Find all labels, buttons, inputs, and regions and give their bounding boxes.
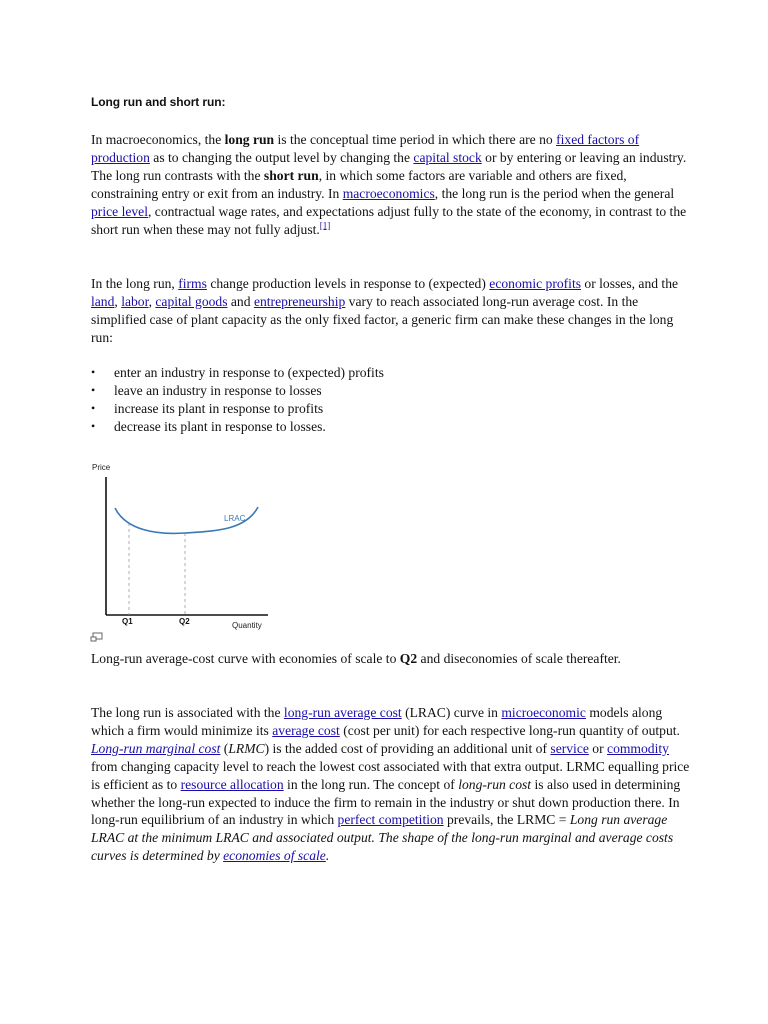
link-firms[interactable]: firms [178,276,207,291]
paragraph-lrac [91,704,691,865]
text: , the long run is the period when the general [434,185,675,201]
bold-term: short run [263,167,319,183]
bullet-list [91,364,384,436]
italic-term: long-run cost [458,776,532,792]
paragraph-long-run-definition [91,131,691,238]
lrac-chart-svg [86,455,276,645]
link-perfect-competition[interactable]: perfect competition [337,812,444,828]
x-axis-label: Quantity [232,621,262,630]
link-average-cost[interactable]: average cost [272,722,340,738]
lrac-curve-label: LRAC [224,514,246,523]
italic-text: . [325,848,330,864]
link-microeconomic[interactable]: microeconomic [501,705,586,720]
list-item: • decrease its plant in response to losses. [91,418,384,436]
x-tick-label-q1: Q1 [122,617,133,626]
text: vary to reach associated long-run average cost. In the simplified case of plant capacity as the only fixed factor, a generic firm can make these changes in the long run: [91,293,674,345]
text: as to changing the output level by changing the [149,149,414,165]
y-axis-label: Price [92,463,111,472]
link-capital-goods[interactable]: capital goods [155,293,228,309]
enlarge-icon[interactable] [90,630,104,642]
text: , contractual wage rates, and expectations adjust fully to the state of the economy, in contrast to the short run when these may not fully adjust. [91,203,687,237]
text: ) is the added cost of providing an additional unit of [264,740,551,756]
link-land[interactable]: land [91,293,115,309]
link-price-level[interactable]: price level [91,203,148,219]
text: models along which a firm would minimize its [91,705,663,738]
text: or losses, and the [581,276,679,291]
enlarge-icon-svg [90,631,104,643]
link-economies-of-scale[interactable]: economies of scale [223,848,326,864]
link-labor[interactable]: labor [121,293,149,309]
text: in the long run. The concept of [283,776,459,792]
list-item: • enter an industry in response to (expected) profits [91,364,384,382]
text: In the long run, [91,276,179,291]
text: (cost per unit) for each respective long-run quantity of output. [339,722,680,738]
text: or by entering or leaving an industry. The long run contrasts with the [91,149,687,183]
italic-term: LRMC [228,740,265,756]
section-heading: Long run and short run: [91,95,226,109]
list-item: • leave an industry in response to losses [91,382,384,400]
text: (LRAC) curve in [401,705,502,720]
text: from changing capacity level to reach the lowest cost associated with that extra output. LRMC equalling price is efficient as to [91,758,690,792]
link-long-run-average-cost[interactable]: long-run average cost [283,705,402,720]
link-capital-stock[interactable]: capital stock [413,149,482,165]
list-item: • increase its plant in response to profits [91,400,384,418]
text: is the conceptual time period in which there are no [274,132,557,147]
text: , [148,293,156,309]
text: and diseconomies of scale thereafter. [417,651,621,666]
link-economic-profits[interactable]: economic profits [489,276,582,291]
link-commodity[interactable]: commodity [607,740,669,756]
text: ( [220,740,229,756]
reference-link[interactable]: [1] [319,220,331,230]
figure-caption [91,650,691,668]
text: prevails, the LRMC = [443,812,570,828]
bold-term: long run [224,132,275,147]
link-macroeconomics[interactable]: macroeconomics [342,185,435,201]
lrac-chart [86,455,276,645]
link-entrepreneurship[interactable]: entrepreneurship [253,293,346,309]
link-service[interactable]: service [550,740,589,756]
text: is also used in determining whether the long-run expected to induce the firm to remain in the industry or shut down production there. In long-run equilibrium of an industry in which [91,776,681,828]
text: , in which some factors are variable and others are fixed, constraining entry or exit from an industry. In [91,167,627,201]
text: or [588,740,608,756]
text: change production levels in response to (expected) [206,276,490,291]
link-long-run-marginal-cost[interactable]: Long-run marginal cost [91,740,221,756]
text: Long-run average-cost curve with economies of scale to [91,651,400,666]
text: , [114,293,122,309]
link-resource-allocation[interactable]: resource allocation [180,776,284,792]
italic-text: Long run average LRAC at the minimum LRAC and associated output. The shape of the long-run marginal and average costs curves is determined by [91,812,674,864]
x-tick-label-q2: Q2 [179,617,190,626]
text: and [227,293,254,309]
text: In macroeconomics, the [91,132,225,147]
link-fixed-factors[interactable]: fixed factors of production [91,132,640,165]
paragraph-firms [91,275,691,347]
text: The long run is associated with the [91,705,284,720]
bold-term: Q2 [399,651,418,666]
